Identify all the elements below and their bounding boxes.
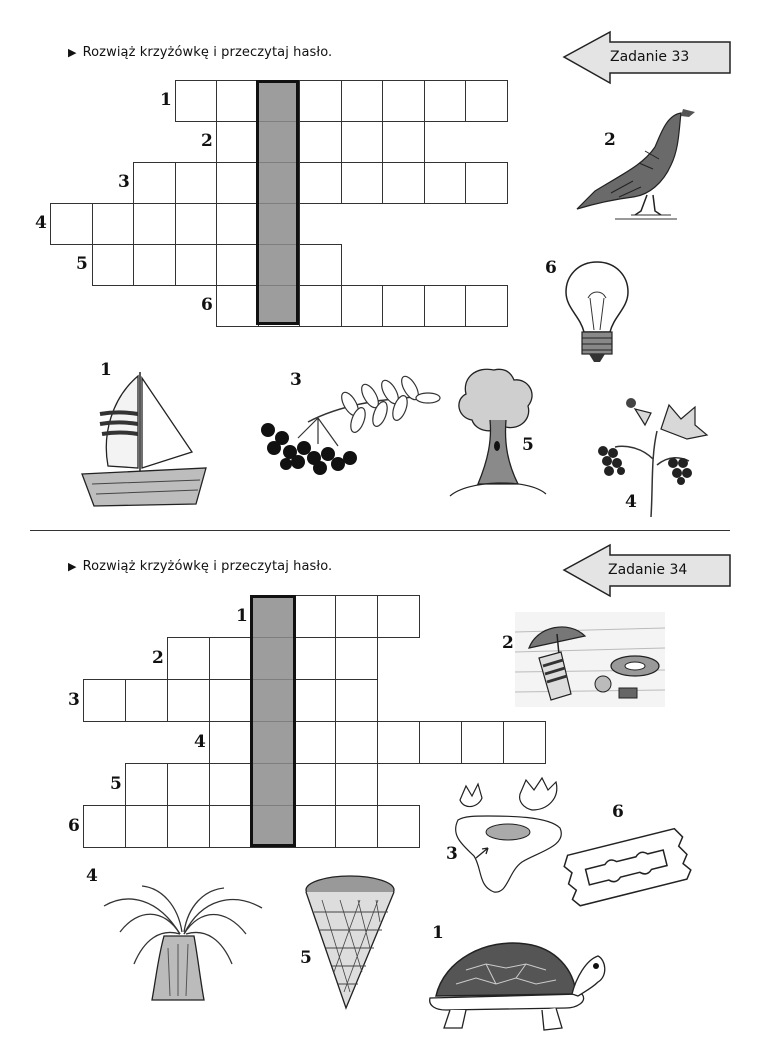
crossword-cell[interactable] <box>299 121 342 163</box>
palm-fountain-icon <box>98 878 268 1003</box>
triangle-bullet-icon: ▶ <box>68 560 77 573</box>
crossword-cell[interactable] <box>175 203 218 245</box>
crossword-cell[interactable] <box>167 637 210 680</box>
crossword-cell[interactable] <box>125 679 168 722</box>
sailboat-icon <box>78 368 213 513</box>
crossword-cell[interactable] <box>133 244 176 286</box>
crossword-cell[interactable] <box>83 679 126 722</box>
crossword-cell[interactable] <box>461 721 504 764</box>
crossword-cell[interactable] <box>92 203 135 245</box>
crossword-cell[interactable] <box>175 244 218 286</box>
crossword-cell[interactable] <box>299 285 342 327</box>
crossword-cell[interactable] <box>335 679 378 722</box>
crossword-cell[interactable] <box>216 162 259 204</box>
crossword-cell[interactable] <box>465 162 508 204</box>
crossword-cell[interactable] <box>419 721 462 764</box>
crossword-cell[interactable] <box>209 805 252 848</box>
crossword-cell[interactable] <box>293 637 336 680</box>
task-33-row-number: 3 <box>118 172 130 192</box>
task-33-row-number: 4 <box>35 213 47 233</box>
crossword-cell[interactable] <box>216 285 259 327</box>
picture-label: 1 <box>432 923 444 943</box>
task-33-instruction: ▶ Rozwiąż krzyżówkę i przeczytaj hasło. <box>68 45 333 60</box>
task-34-arrow <box>562 543 732 598</box>
task-34-row-number: 4 <box>194 732 206 752</box>
crossword-cell[interactable] <box>125 763 168 806</box>
crossword-cell[interactable] <box>299 244 342 286</box>
crossword-cell[interactable] <box>293 805 336 848</box>
crossword-cell[interactable] <box>465 80 508 122</box>
task-34-instruction: ▶ Rozwiąż krzyżówkę i przeczytaj hasło. <box>68 559 333 574</box>
crossword-cell[interactable] <box>293 679 336 722</box>
task-34-title: Zadanie 34 <box>608 562 688 578</box>
picture-label: 5 <box>522 435 534 455</box>
picture-label: 4 <box>625 492 637 512</box>
task-33-password-column <box>256 80 299 325</box>
picture-label: 2 <box>502 633 514 653</box>
task-34-row-number: 2 <box>152 648 164 668</box>
crossword-cell[interactable] <box>382 285 425 327</box>
task-34-row-number: 6 <box>68 816 80 836</box>
crossword-cell[interactable] <box>167 763 210 806</box>
crossword-cell[interactable] <box>293 721 336 764</box>
crossword-cell[interactable] <box>175 80 218 122</box>
crossword-cell[interactable] <box>335 763 378 806</box>
task-33-arrow <box>562 30 732 85</box>
turtle-icon <box>426 930 606 1038</box>
task-34-row-number: 5 <box>110 774 122 794</box>
crossword-cell[interactable] <box>125 805 168 848</box>
crossword-cell[interactable] <box>503 721 546 764</box>
crossword-cell[interactable] <box>83 805 126 848</box>
picture-label: 6 <box>545 258 557 278</box>
picture-label: 3 <box>290 370 302 390</box>
task-33-row-number: 6 <box>201 295 213 315</box>
ice-cream-cone-icon <box>300 872 400 1012</box>
crossword-cell[interactable] <box>382 162 425 204</box>
crossword-cell[interactable] <box>465 285 508 327</box>
hatched-egg-icon <box>448 776 578 896</box>
crossword-cell[interactable] <box>299 80 342 122</box>
crossword-cell[interactable] <box>133 162 176 204</box>
crossword-cell[interactable] <box>377 721 420 764</box>
picture-label: 1 <box>100 360 112 380</box>
task-33-row-number: 5 <box>76 254 88 274</box>
crossword-cell[interactable] <box>209 637 252 680</box>
picture-label: 6 <box>612 802 624 822</box>
task-33-row-number: 2 <box>201 131 213 151</box>
crossword-cell[interactable] <box>341 285 384 327</box>
crossword-cell[interactable] <box>377 805 420 848</box>
razor-blade-icon <box>562 821 694 911</box>
picture-label: 2 <box>604 130 616 150</box>
crossword-cell[interactable] <box>50 203 93 245</box>
crossword-cell[interactable] <box>335 805 378 848</box>
crossword-cell[interactable] <box>382 121 425 163</box>
crossword-cell[interactable] <box>209 679 252 722</box>
crossword-cell[interactable] <box>175 162 218 204</box>
crossword-cell[interactable] <box>216 244 259 286</box>
crossword-cell[interactable] <box>424 80 467 122</box>
crossword-cell[interactable] <box>167 805 210 848</box>
crossword-cell[interactable] <box>293 763 336 806</box>
blackberry-bush-icon <box>595 395 710 520</box>
task-34-password-column <box>250 595 296 847</box>
rowan-branch-icon <box>258 368 443 478</box>
crossword-cell[interactable] <box>341 121 384 163</box>
crossword-cell[interactable] <box>335 721 378 764</box>
crossword-cell[interactable] <box>209 763 252 806</box>
picture-label: 4 <box>86 866 98 886</box>
crossword-cell[interactable] <box>293 595 336 638</box>
crossword-cell[interactable] <box>216 203 259 245</box>
oak-tree-icon <box>448 360 548 500</box>
eagle-icon <box>575 103 700 223</box>
task-33-row-number: 1 <box>160 90 172 110</box>
crossword-cell[interactable] <box>133 203 176 245</box>
crossword-cell[interactable] <box>216 80 259 122</box>
crossword-cell[interactable] <box>92 244 135 286</box>
picture-label: 5 <box>300 948 312 968</box>
beach-umbrella-icon <box>515 612 665 707</box>
picture-label: 3 <box>446 844 458 864</box>
crossword-cell[interactable] <box>424 162 467 204</box>
crossword-cell[interactable] <box>335 637 378 680</box>
crossword-cell[interactable] <box>335 595 378 638</box>
crossword-cell[interactable] <box>167 679 210 722</box>
task-34-row-number: 1 <box>236 606 248 626</box>
task-34-row-number: 3 <box>68 690 80 710</box>
task-33-title: Zadanie 33 <box>610 49 690 65</box>
crossword-cell[interactable] <box>424 285 467 327</box>
triangle-bullet-icon: ▶ <box>68 46 77 59</box>
light-bulb-icon <box>562 258 632 370</box>
crossword-cell[interactable] <box>341 162 384 204</box>
crossword-cell[interactable] <box>377 595 420 638</box>
task-34-section <box>0 530 768 1056</box>
crossword-cell[interactable] <box>382 80 425 122</box>
crossword-cell[interactable] <box>209 721 252 764</box>
crossword-cell[interactable] <box>299 162 342 204</box>
crossword-cell[interactable] <box>341 80 384 122</box>
crossword-cell[interactable] <box>216 121 259 163</box>
